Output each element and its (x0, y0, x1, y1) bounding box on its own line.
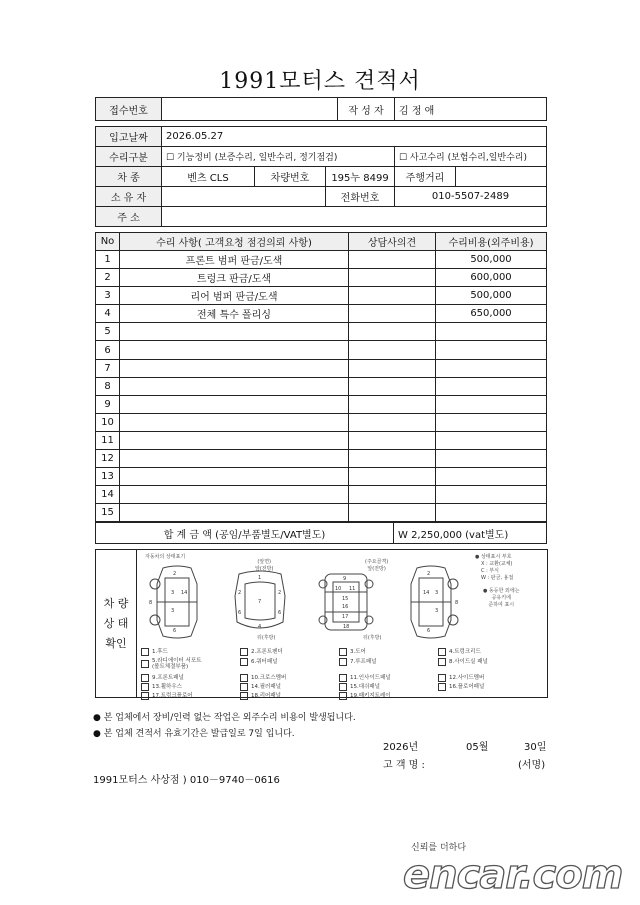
checkbox-icon[interactable] (339, 692, 347, 700)
checkbox-icon[interactable] (438, 674, 446, 682)
row-description (120, 468, 349, 486)
row-consultant-opinion (349, 251, 436, 269)
row-cost (436, 486, 547, 504)
rear-label-center: 뒤(후방) (363, 635, 382, 641)
row-cost (436, 431, 547, 449)
entry-date-value: 2026.05.27 (162, 127, 547, 147)
header-table (95, 97, 547, 121)
info-table (95, 126, 547, 227)
row-consultant-opinion (349, 287, 436, 305)
row-cost: 600,000 (436, 269, 547, 287)
vehicle-diagram-area (137, 550, 547, 697)
total-table (95, 522, 547, 544)
note-validity: ● 본 업체 견적서 유효기간은 발급일로 7일 입니다. (93, 729, 295, 739)
part-legend-item (438, 683, 484, 691)
phone-label: 전화번호 (326, 187, 395, 207)
part-legend-item (141, 648, 168, 656)
table-row (96, 413, 547, 431)
table-row (96, 251, 547, 269)
row-cost (436, 395, 547, 413)
checkbox-icon[interactable] (339, 658, 347, 666)
part-legend-label: 3.도어 (350, 649, 366, 655)
checkbox-icon[interactable] (339, 683, 347, 691)
row-consultant-opinion (349, 305, 436, 323)
row-number: 15 (96, 504, 120, 522)
row-cost (436, 504, 547, 522)
svg-text:3: 3 (171, 590, 175, 596)
checkbox-icon[interactable] (240, 648, 248, 656)
svg-text:14: 14 (423, 590, 430, 596)
note-outsourcing: ● 본 업체에서 장비/인력 없는 작업은 외주수리 비용이 발생됩니다. (93, 713, 356, 723)
row-cost (436, 468, 547, 486)
reception-value (162, 98, 338, 121)
row-number: 6 (96, 341, 120, 359)
row-description: 프론트 범퍼 판금/도색 (120, 251, 349, 269)
reception-label: 접수번호 (96, 98, 162, 121)
table-row (96, 504, 547, 522)
table-row (96, 377, 547, 395)
total-row (96, 523, 547, 544)
owner-value (162, 187, 326, 207)
part-legend-label: 9.프론트패널 (152, 675, 184, 681)
checkbox-icon[interactable] (240, 674, 248, 682)
vehicle-condition-box (95, 549, 548, 698)
writer-value: 김 정 애 (395, 98, 547, 121)
svg-text:3: 3 (435, 608, 439, 614)
row-car (96, 167, 547, 187)
row-description (120, 504, 349, 522)
table-row (96, 395, 547, 413)
svg-text:2: 2 (173, 571, 177, 577)
svg-text:14: 14 (181, 590, 188, 596)
total-label: 합 계 금 액 (공임/부품별도/VAT별도) (96, 523, 394, 544)
part-legend-item (240, 692, 281, 700)
mileage-label: 주행거리 (395, 167, 456, 187)
row-number: 14 (96, 486, 120, 504)
checkbox-icon[interactable] (141, 674, 149, 682)
writer-label: 작 성 자 (338, 98, 395, 121)
svg-text:4: 4 (258, 624, 262, 630)
legend-symbol: C : 부식 (481, 568, 500, 574)
part-legend-item (438, 674, 484, 682)
part-legend-label: 14.필러패널 (251, 684, 281, 690)
row-consultant-opinion (349, 413, 436, 431)
part-legend-label: 12.사이드멤버 (449, 675, 485, 681)
row-repair-type (96, 147, 547, 167)
row-consultant-opinion (349, 323, 436, 341)
legend-symbol: W : 판금, 용접 (481, 575, 514, 581)
company-contact: 1991모터스 사상점 ) 010－9740－0616 (93, 775, 280, 786)
condition-label-line-3: 확인 (105, 636, 127, 650)
svg-text:15: 15 (342, 596, 349, 602)
svg-text:9: 9 (343, 576, 347, 582)
row-description (120, 377, 349, 395)
row-owner (96, 187, 547, 207)
part-legend-label: 17.트렁크플로어 (152, 693, 193, 699)
plate-value: 195누 8499 (326, 167, 395, 187)
svg-text:3: 3 (171, 608, 175, 614)
svg-text:18: 18 (343, 624, 350, 630)
items-header-row (96, 233, 547, 251)
part-legend-label: 11.인사이드패널 (350, 675, 391, 681)
row-number: 11 (96, 431, 120, 449)
phone-value: 010-5507-2489 (395, 187, 547, 207)
legend-symbol: X : 교환(교체) (481, 561, 513, 567)
part-legend-item (141, 683, 182, 691)
signature-label: (서명) (518, 760, 546, 771)
row-cost (436, 341, 547, 359)
svg-text:6: 6 (173, 628, 177, 634)
part-legend-label: 10.크로스멤버 (251, 675, 287, 681)
entry-date-label: 입고날짜 (96, 127, 162, 147)
part-legend-item (438, 658, 488, 666)
row-number: 12 (96, 450, 120, 468)
row-description: 전체 특수 폴리싱 (120, 305, 349, 323)
checkbox-icon[interactable] (438, 683, 446, 691)
row-consultant-opinion (349, 486, 436, 504)
front-view-label: (앞면) 앞(전방) (255, 559, 274, 572)
svg-text:2: 2 (427, 571, 431, 577)
checkbox-icon[interactable] (438, 658, 446, 666)
part-legend-item (240, 648, 283, 656)
row-consultant-opinion (349, 450, 436, 468)
part-legend-label: 7.루프패널 (350, 659, 377, 665)
part-legend-item (141, 674, 184, 682)
address-value (162, 207, 547, 227)
col-desc-header: 수리 사항( 고객요청 점검의뢰 사항) (120, 233, 349, 251)
svg-text:17: 17 (342, 614, 349, 620)
watermark-tagline: 신뢰를 더하다 (411, 843, 467, 853)
row-description (120, 341, 349, 359)
checkbox-icon[interactable] (141, 683, 149, 691)
car-frame-view-icon (315, 570, 377, 636)
row-cost: 650,000 (436, 305, 547, 323)
part-legend-item (438, 648, 481, 656)
checkbox-icon[interactable] (141, 660, 149, 668)
part-legend-label: 13.휠하우스 (152, 684, 182, 690)
row-number: 9 (96, 395, 120, 413)
legend-note: ● 동등한 외에는 공유키에 준하여 표시 (483, 588, 520, 608)
date-year: 2026년 (383, 742, 419, 753)
car-side-right-icon (399, 564, 463, 640)
address-label: 주 소 (96, 207, 162, 227)
row-cost (436, 359, 547, 377)
row-consultant-opinion (349, 269, 436, 287)
repair-items-table (95, 232, 547, 522)
checkbox-icon[interactable] (339, 674, 347, 682)
svg-text:8: 8 (455, 600, 459, 606)
part-legend-label: 5.라디에이터 서포트 (볼트체결부품) (152, 658, 202, 670)
row-description (120, 431, 349, 449)
row-number: 10 (96, 413, 120, 431)
checkbox-icon[interactable] (240, 683, 248, 691)
condition-label-line-2: 상 태 (103, 616, 129, 630)
row-number: 8 (96, 377, 120, 395)
row-description: 트렁크 판금/도색 (120, 269, 349, 287)
table-row (96, 486, 547, 504)
svg-text:16: 16 (342, 604, 349, 610)
part-legend-item (339, 658, 377, 666)
date-month: 05월 (466, 742, 489, 753)
svg-text:8: 8 (149, 600, 153, 606)
part-legend-label: 16.플로어패널 (449, 684, 485, 690)
part-legend-item (141, 658, 202, 670)
row-description (120, 323, 349, 341)
rear-label-left: 뒤(후방) (257, 635, 276, 641)
plate-label: 차량번호 (255, 167, 326, 187)
date-day: 30일 (524, 742, 547, 753)
diagram-title: 자동차의 상태표기 (145, 554, 186, 560)
table-row (96, 450, 547, 468)
part-legend-item (141, 692, 193, 700)
row-cost (436, 377, 547, 395)
svg-text:1: 1 (258, 575, 262, 581)
table-row (96, 323, 547, 341)
svg-text:6: 6 (427, 628, 431, 634)
legend-symbol: ● 상태표시 부호 (475, 554, 512, 560)
checkbox-icon[interactable] (240, 692, 248, 700)
row-cost: 500,000 (436, 251, 547, 269)
encar-watermark-logo: encar.com (403, 852, 623, 898)
mileage-value (456, 167, 547, 187)
row-number: 7 (96, 359, 120, 377)
row-number: 5 (96, 323, 120, 341)
row-number: 13 (96, 468, 120, 486)
row-cost (436, 413, 547, 431)
row-consultant-opinion (349, 504, 436, 522)
row-consultant-opinion (349, 341, 436, 359)
table-row (96, 468, 547, 486)
part-legend-item (339, 683, 380, 691)
svg-text:3: 3 (435, 590, 439, 596)
checkbox-icon[interactable] (438, 648, 446, 656)
table-row (96, 359, 547, 377)
part-legend-label: 6.쿼터패널 (251, 659, 278, 665)
svg-text:7: 7 (258, 599, 262, 605)
car-side-left-icon (145, 564, 209, 640)
svg-text:2: 2 (238, 590, 242, 596)
part-legend-label: 19.패키지트레이 (350, 693, 391, 699)
row-number: 3 (96, 287, 120, 305)
part-legend-label: 4.트렁크리드 (449, 649, 481, 655)
car-top-view-icon (229, 570, 291, 634)
svg-text:6: 6 (278, 610, 282, 616)
row-cost (436, 450, 547, 468)
owner-label: 소 유 자 (96, 187, 162, 207)
legend-symbols (475, 553, 545, 581)
part-legend-label: 18.리어패널 (251, 693, 281, 699)
row-number: 4 (96, 305, 120, 323)
car-type-label: 차 종 (96, 167, 162, 187)
row-description (120, 450, 349, 468)
row-description (120, 395, 349, 413)
table-row (96, 431, 547, 449)
checkbox-icon[interactable] (141, 648, 149, 656)
row-consultant-opinion (349, 431, 436, 449)
row-reception (96, 98, 547, 121)
row-consultant-opinion (349, 377, 436, 395)
part-legend-label: 2.프론트펜더 (251, 649, 283, 655)
svg-text:10: 10 (335, 586, 342, 592)
row-cost: 500,000 (436, 287, 547, 305)
checkbox-icon[interactable] (240, 658, 248, 666)
svg-text:6: 6 (238, 610, 242, 616)
row-description (120, 413, 349, 431)
row-consultant-opinion (349, 395, 436, 413)
table-row (96, 287, 547, 305)
row-consultant-opinion (349, 468, 436, 486)
frame-view-label: (주요골격) 앞(전방) (365, 559, 389, 572)
col-consult-header: 상담사의견 (349, 233, 436, 251)
checkbox-icon[interactable] (141, 692, 149, 700)
svg-text:11: 11 (349, 586, 356, 592)
table-row (96, 341, 547, 359)
table-row (96, 305, 547, 323)
row-address (96, 207, 547, 227)
col-cost-header: 수리비용(외주비용) (436, 233, 547, 251)
repair-type-label: 수리구분 (96, 147, 162, 167)
condition-label-line-1: 차 량 (103, 596, 129, 610)
row-entry-date (96, 127, 547, 147)
col-no-header: No (96, 233, 120, 251)
part-legend-item (339, 674, 391, 682)
part-legend-item (240, 683, 281, 691)
row-number: 1 (96, 251, 120, 269)
row-consultant-opinion (349, 359, 436, 377)
table-row (96, 269, 547, 287)
row-cost (436, 323, 547, 341)
part-legend-item (339, 648, 366, 656)
part-legend-label: 8.사이드실 패널 (449, 659, 488, 665)
part-legend-item (339, 692, 391, 700)
row-description (120, 486, 349, 504)
total-value: W 2,250,000 (vat별도) (394, 523, 547, 544)
part-legend-label: 15.대쉬패널 (350, 684, 380, 690)
row-description: 리어 범퍼 판금/도색 (120, 287, 349, 305)
vehicle-condition-label (96, 550, 137, 697)
row-description (120, 359, 349, 377)
part-legend-item (240, 658, 278, 666)
row-number: 2 (96, 269, 120, 287)
checkbox-icon[interactable] (339, 648, 347, 656)
repair-option-general[interactable]: ☐ 기능정비 (보증수리, 일반수리, 정기점검) (162, 147, 395, 167)
page-title: 1991모터스 견적서 (219, 69, 421, 94)
repair-option-accident[interactable]: ☐ 사고수리 (보험수리,일반수리) (395, 147, 547, 167)
customer-name-label: 고 객 명 : (383, 760, 425, 771)
svg-text:2: 2 (278, 590, 282, 596)
car-type-value: 벤츠 CLS (162, 167, 255, 187)
part-legend-item (240, 674, 286, 682)
part-legend-label: 1.후드 (152, 649, 168, 655)
